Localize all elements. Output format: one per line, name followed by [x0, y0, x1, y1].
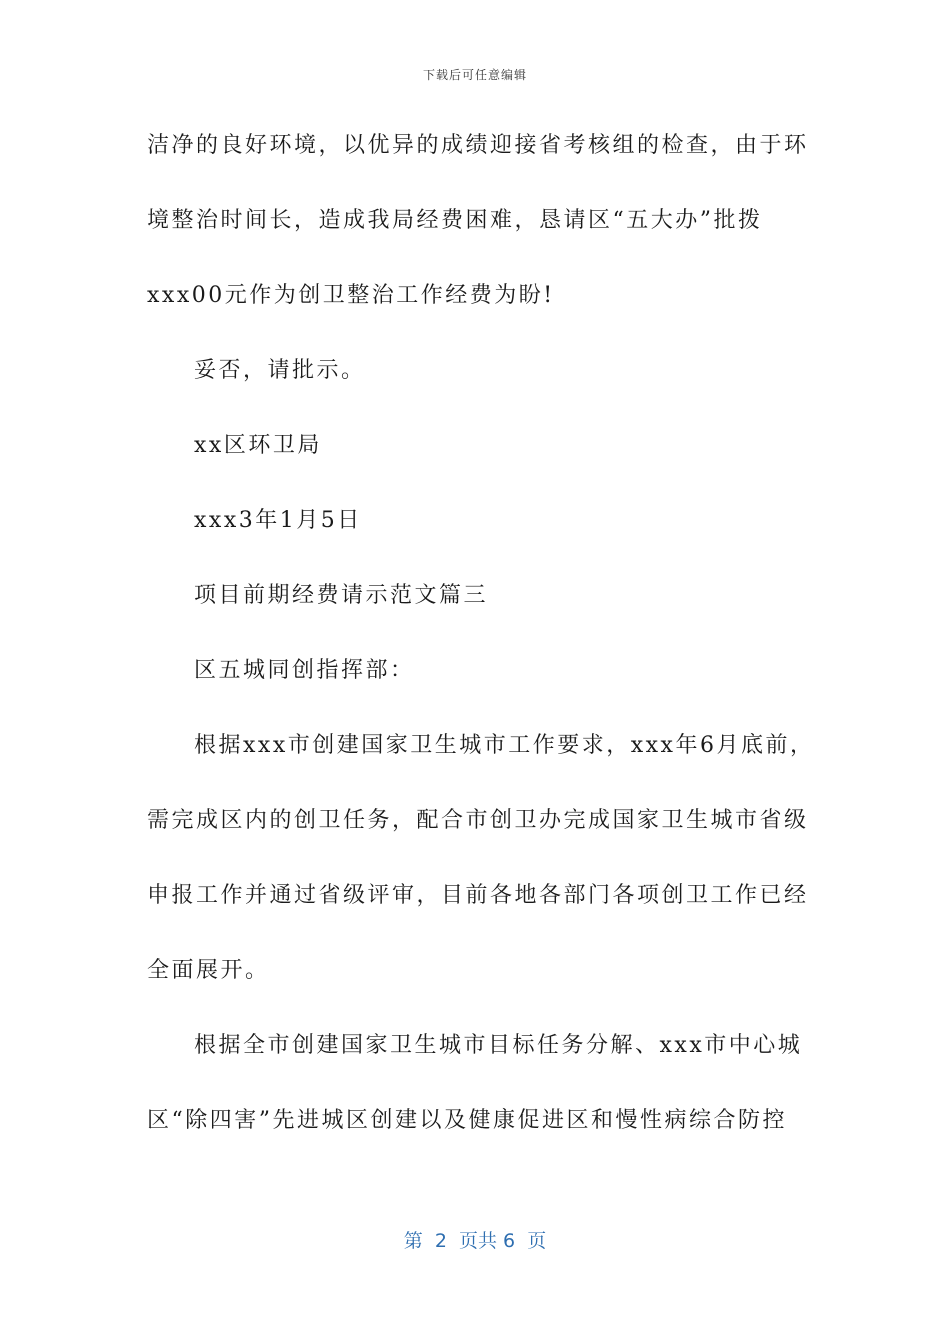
signature-date: xxx3年1月5日: [194, 508, 362, 533]
text-line: 境整治时间长，造成我局经费困难，恳请区“五大办”批拨: [147, 208, 763, 233]
signature-org: xx区环卫局: [194, 433, 322, 458]
text-line: xxx00元作为创卫整治工作经费为盼!: [147, 283, 555, 308]
text-line: 申报工作并通过省级评审，目前各地各部门各项创卫工作已经: [147, 883, 809, 908]
section-title: 项目前期经费请示范文篇三: [194, 583, 489, 608]
text-line: 妥否，请批示。: [194, 358, 366, 383]
text-line: 区“除四害”先进城区创建以及健康促进区和慢性病综合防控: [147, 1108, 787, 1133]
text-line: 需完成区内的创卫任务，配合市创卫办完成国家卫生城市省级: [147, 808, 809, 833]
text-line: 全面展开。: [147, 958, 270, 983]
text-line: 根据xxx市创建国家卫生城市工作要求，xxx年6月底前，: [194, 733, 815, 758]
document-body: [147, 126, 815, 1176]
text-line: 洁净的良好环境，以优异的成绩迎接省考核组的检查，由于环: [147, 133, 809, 158]
page-footer: 第 2 页共 6 页: [403, 1230, 547, 1252]
text-line: 根据全市创建国家卫生城市目标任务分解、xxx市中心城: [194, 1033, 803, 1058]
page-header: 下载后可任意编辑: [422, 68, 527, 82]
addressee: 区五城同创指挥部：: [194, 658, 415, 683]
